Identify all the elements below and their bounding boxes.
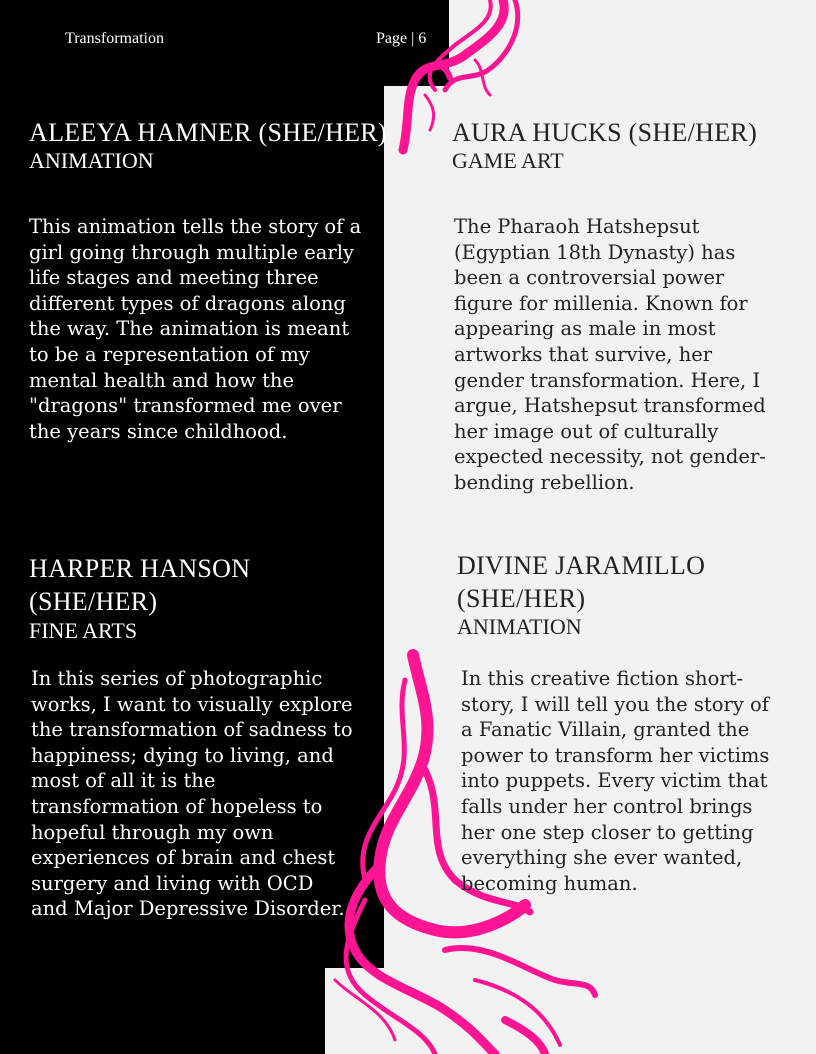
entry-description: This animation tells the story of a girl going through multiple early life stages and meeting three different types of dragons along the way. The animation is meant to be a representation of my mental health and how the "dragons" transformed me over the years since childhood. xyxy=(29,215,362,443)
entry-description: In this creative fiction short-story, I will tell you the story of a Fanatic Villain, granted the power to transform her victims into puppets. Every victim that falls under her control brings her one step closer to getting everything she ever wanted, becoming human. xyxy=(461,667,770,895)
entry-department: ANIMATION xyxy=(457,614,582,639)
entry-description: In this series of photographic works, I want to visually explore the transformation of sadness to happiness; dying to living, and most of all it is the transformation of hopeless to hopeful through my own experiences of brain and chest surgery and living with OCD and Major Depressive Disorder. xyxy=(31,667,353,921)
entry-department: FINE ARTS xyxy=(29,618,138,643)
entry-name-line2: (SHE/HER) xyxy=(29,587,158,616)
entry-description: The Pharaoh Hatshepsut (Egyptian 18th Dynasty) has been a controversial power figure for millenia. Known for appearing as male in most artworks that survive, her gender transformation. Here, I argue, Hatshepsut transformed her image out of culturally expected necessity, not gender-bending rebellion. xyxy=(454,215,766,494)
entry-name-line1: DIVINE JARAMILLO xyxy=(457,551,706,580)
entry-department: ANIMATION xyxy=(29,148,154,173)
entry-name: AURA HUCKS (SHE/HER) xyxy=(452,118,758,147)
entry-name-line1: HARPER HANSON xyxy=(29,554,251,583)
entry-name-line2: (SHE/HER) xyxy=(457,584,586,613)
page-number: Page | 6 xyxy=(376,30,427,47)
header-title: Transformation xyxy=(65,30,164,47)
entry-name: ALEEYA HAMNER (SHE/HER) xyxy=(29,118,387,147)
entry-department: GAME ART xyxy=(452,148,564,173)
